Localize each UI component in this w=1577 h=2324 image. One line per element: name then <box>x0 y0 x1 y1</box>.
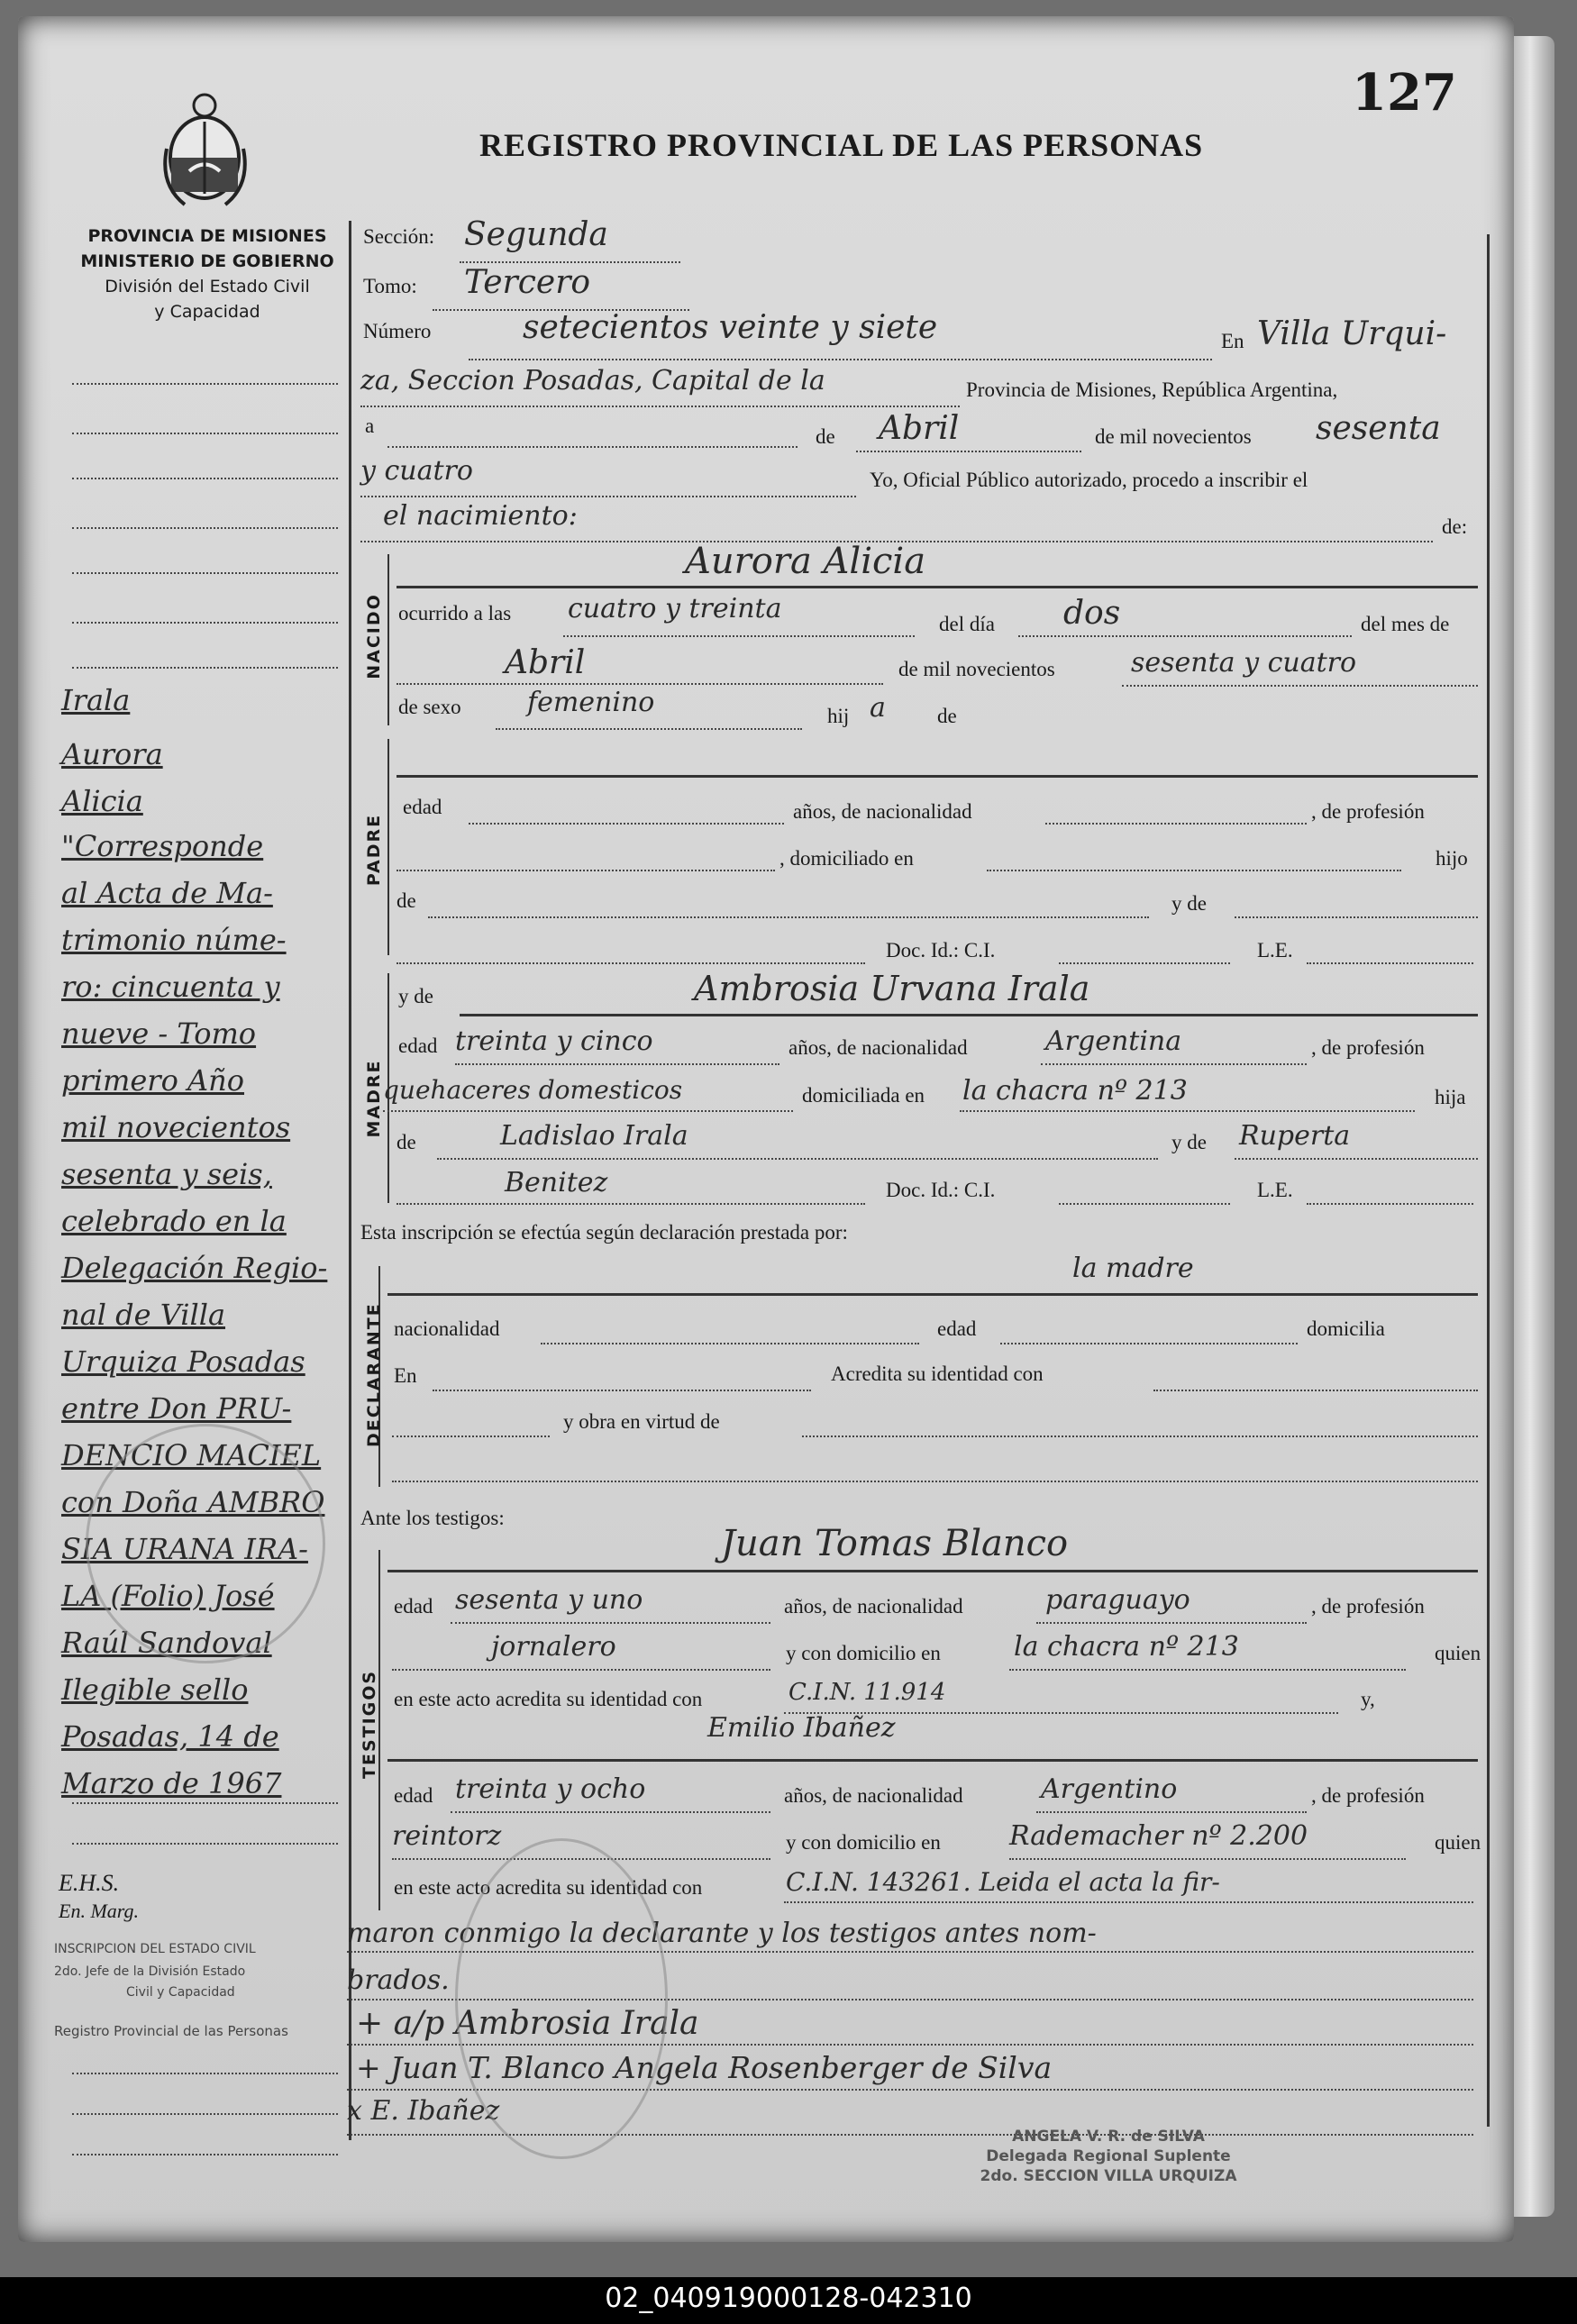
testigo2-edad-value: treinta y ocho <box>455 1773 646 1805</box>
section-label-madre: MADRE <box>364 1059 384 1138</box>
margin-note-line: ro: cincuenta y <box>61 970 280 1004</box>
nacido-nombre: Aurora Alicia <box>685 541 926 582</box>
lugar-value-1: Villa Urqui- <box>1257 315 1447 352</box>
tomo-label: Tomo: <box>363 275 417 297</box>
madre-nombre: Ambrosia Urvana Irala <box>694 969 1090 1008</box>
testigo1-dom-value: la chacra nº 213 <box>1014 1631 1239 1663</box>
margin-note-line: con Doña AMBRO <box>61 1485 325 1519</box>
declarante-name-rule <box>387 1293 1478 1296</box>
testigo1-doc-value: C.I.N. 11.914 <box>788 1679 946 1706</box>
issuer-block <box>63 223 351 324</box>
padre-name-rule <box>397 775 1478 778</box>
margin-footer-stamp: 2do. Jefe de la División Estado <box>54 1964 246 1979</box>
stamp-line: 2do. SECCION VILLA URQUIZA <box>980 2167 1237 2185</box>
margin-note-line: celebrado en la <box>61 1204 287 1238</box>
margin-note-line: Marzo de 1967 <box>61 1766 282 1800</box>
madre-madre-value-2: Benitez <box>505 1167 608 1198</box>
coat-of-arms-icon <box>162 86 248 212</box>
mes-nac-value: Abril <box>505 644 586 681</box>
issuer-capacity: y Capacidad <box>154 302 260 322</box>
declarante-domicilia-label: domicilia <box>1307 1317 1385 1340</box>
main-column-divider <box>349 221 351 2140</box>
footer-code: 02_040919000128-042310 <box>605 2283 972 2314</box>
section-label-declarante: DECLARANTE <box>364 1302 384 1447</box>
margin-note-line: Irala <box>61 683 131 717</box>
testigo1-acredita-label: en este acto acredita su identidad con <box>394 1688 703 1710</box>
page-edge <box>1514 36 1554 2217</box>
de-mil-label: de mil novecientos <box>1095 425 1252 448</box>
de-label: de <box>816 425 835 448</box>
nacido-name-rule <box>397 586 1478 588</box>
ante-testigos-label: Ante los testigos: <box>360 1507 505 1529</box>
testigo2-anios-label: años, de nacionalidad <box>784 1784 963 1807</box>
official-stamp-block <box>973 2127 1244 2186</box>
margin-footer-stamp: Registro Provincial de las Personas <box>54 2023 288 2039</box>
tipo-value: el nacimiento: <box>383 500 578 532</box>
padre-y-de-label: y de <box>1171 892 1207 915</box>
yo-oficial-label: Yo, Oficial Público autorizado, procedo a inscribir el <box>870 469 1308 491</box>
margin-note-line: "Corresponde <box>61 829 264 863</box>
right-border <box>1487 234 1490 2127</box>
padre-domicilio-label: , domiciliado en <box>779 847 914 870</box>
testigo1-y-label: y, <box>1361 1688 1375 1710</box>
numero-value: setecientos veinte y siete <box>523 309 938 346</box>
madre-nacionalidad-value: Argentina <box>1045 1025 1182 1057</box>
margin-note-line: Posadas, 14 de <box>61 1719 279 1754</box>
madre-madre-value-1: Ruperta <box>1239 1120 1351 1152</box>
padre-le-label: L.E. <box>1257 939 1293 961</box>
nacido-bracket <box>387 554 389 725</box>
declarante-obra-label: y obra en virtud de <box>563 1410 720 1433</box>
stamp-line: Delegada Regional Suplente <box>986 2147 1231 2165</box>
testigo2-edad-label: edad <box>394 1784 433 1807</box>
official-seal-stamp <box>455 1838 668 2159</box>
testigo1-quien-label: quien <box>1435 1642 1481 1664</box>
madre-y-de-label-2: y de <box>1171 1131 1207 1153</box>
madre-name-rule <box>460 1014 1478 1016</box>
testigo1-prof-value: jornalero <box>491 1631 616 1663</box>
margin-note-line: Aurora <box>61 737 163 771</box>
madre-de-label: de <box>397 1131 416 1153</box>
margin-note-line: LA (Folio) José <box>61 1579 275 1613</box>
issuer-division: División del Estado Civil <box>105 277 310 296</box>
provincia-label: Provincia de Misiones, República Argentina, <box>966 378 1338 401</box>
hij-label: hij <box>827 705 850 727</box>
margin-note-line: Alicia <box>61 784 143 818</box>
madre-padre-value: Ladislao Irala <box>500 1120 688 1152</box>
testigo1-domicilio-label: y con domicilio en <box>786 1642 941 1664</box>
madre-le-label: L.E. <box>1257 1179 1293 1201</box>
padre-edad-label: edad <box>403 796 442 818</box>
anio-value-1: sesenta <box>1316 410 1441 447</box>
testigo2-dom-value: Rademacher nº 2.200 <box>1009 1820 1308 1852</box>
del-mes-label: del mes de <box>1361 613 1450 635</box>
margin-note-line: mil novecientos <box>61 1110 291 1144</box>
margin-note-line: nueve - Tomo <box>61 1016 257 1051</box>
sexo-value: femenino <box>527 687 655 718</box>
madre-domiciliada-label: domiciliada en <box>802 1084 925 1107</box>
margin-note-line: Delegación Regio- <box>61 1251 328 1285</box>
declarante-edad-label: edad <box>937 1317 977 1340</box>
closing-line-2: brados. <box>347 1964 450 1996</box>
page-number: 127 <box>1352 63 1457 123</box>
signature-mother: + a/p Ambrosia Irala <box>356 2005 699 2042</box>
testigo1-profesion-label: , de profesión <box>1311 1595 1425 1618</box>
margin-note-line: DENCIO MACIEL <box>61 1438 322 1472</box>
hij-value: a <box>870 692 886 724</box>
margin-note-line: Ilegible sello <box>61 1672 249 1707</box>
del-dia-label: del día <box>939 613 995 635</box>
declarante-en-label: En <box>394 1364 417 1387</box>
margin-note-line: al Acta de Ma- <box>61 876 273 910</box>
margin-seal-stamp <box>86 1424 325 1663</box>
madre-y-de-label: y de <box>398 985 433 1007</box>
testigo2-name-rule <box>387 1759 1478 1762</box>
signature-witness-official: + Juan T. Blanco Angela Rosenberger de Silva <box>356 2050 1053 2085</box>
de-colon-label: de: <box>1442 515 1468 538</box>
margin-note-line: Raúl Sandoval <box>61 1626 272 1660</box>
madre-edad-label: edad <box>398 1034 438 1057</box>
padre-anios-label: años, de nacionalidad <box>793 800 972 823</box>
padre-bracket <box>387 739 389 955</box>
testigo2-profesion-label: , de profesión <box>1311 1784 1425 1807</box>
testigo2-quien-label: quien <box>1435 1831 1481 1854</box>
madre-profesion-value: quehaceres domesticos <box>383 1075 683 1105</box>
testigo2-nombre: Emilio Ibañez <box>707 1712 896 1744</box>
anio-nac-value: sesenta y cuatro <box>1131 647 1357 679</box>
testigo2-domicilio-label: y con domicilio en <box>786 1831 941 1854</box>
margin-footer-marg: En. Marg. <box>59 1900 140 1922</box>
declarante-value: la madre <box>1072 1253 1194 1284</box>
testigo1-anios-label: años, de nacionalidad <box>784 1595 963 1618</box>
issuer-province: PROVINCIA DE MISIONES <box>87 226 327 246</box>
a-label: a <box>365 415 375 437</box>
section-label-nacido: NACIDO <box>364 593 384 679</box>
numero-label: Número <box>363 320 432 342</box>
madre-anios-label: años, de nacionalidad <box>788 1036 968 1059</box>
inscripcion-label: Esta inscripción se efectúa según declaración prestada por: <box>360 1221 848 1244</box>
seccion-value: Segunda <box>464 216 608 253</box>
closing-line-1: maron conmigo la declarante y los testigos antes nom- <box>347 1918 1097 1949</box>
anio-value-2: y cuatro <box>360 455 473 487</box>
testigo2-prof-value: reintorz <box>392 1820 502 1852</box>
stamp-line: ANGELA V. R. de SILVA <box>1012 2128 1205 2146</box>
en-label: En <box>1221 330 1244 352</box>
issuer-ministry: MINISTERIO DE GOBIERNO <box>80 251 334 271</box>
lugar-value-2: za, Seccion Posadas, Capital de la <box>360 365 825 396</box>
de-mil-nov-label: de mil novecientos <box>898 658 1055 680</box>
ocurrido-label: ocurrido a las <box>398 602 512 624</box>
declarante-acredita-label: Acredita su identidad con <box>831 1363 1044 1385</box>
padre-profesion-label: , de profesión <box>1311 800 1425 823</box>
declarante-nac-label: nacionalidad <box>394 1317 500 1340</box>
tomo-value: Tercero <box>464 264 591 301</box>
margin-note-line: entre Don PRU- <box>61 1391 292 1426</box>
section-label-testigos: TESTIGOS <box>360 1669 379 1779</box>
madre-edad-value: treinta y cinco <box>455 1025 653 1057</box>
padre-de-label: de <box>397 889 416 912</box>
margin-note-line: Urquiza Posadas <box>61 1344 305 1379</box>
testigo1-edad-value: sesenta y uno <box>455 1584 643 1616</box>
margin-note-line: trimonio núme- <box>61 923 287 957</box>
seccion-label: Sección: <box>363 225 435 248</box>
testigo2-acredita-label: en este acto acredita su identidad con <box>394 1876 703 1899</box>
testigo1-nac-value: paraguayo <box>1045 1584 1190 1616</box>
margin-note-line: sesenta y seis, <box>61 1157 272 1191</box>
padre-hijo-label: hijo <box>1436 847 1468 870</box>
padre-doc-label: Doc. Id.: C.I. <box>886 939 996 961</box>
mes-value: Abril <box>879 410 960 447</box>
margin-note-line: primero Año <box>61 1063 245 1098</box>
testigo1-name-rule <box>387 1570 1478 1572</box>
margin-footer-initials: E.H.S. <box>59 1870 120 1896</box>
margin-note-line: SIA URANA IRA- <box>61 1532 308 1566</box>
testigo1-edad-label: edad <box>394 1595 433 1618</box>
testigo1-nombre: Juan Tomas Blanco <box>721 1523 1069 1564</box>
testigo2-nac-value: Argentino <box>1041 1773 1178 1805</box>
signature-witness-2: x E. Ibañez <box>347 2095 500 2127</box>
dia-value: dos <box>1063 595 1121 632</box>
sexo-label: de sexo <box>398 696 461 718</box>
madre-profesion-label: , de profesión <box>1311 1036 1425 1059</box>
madre-doc-label: Doc. Id.: C.I. <box>886 1179 996 1201</box>
section-label-padre: PADRE <box>364 813 384 887</box>
margin-footer-stamp: INSCRIPCION DEL ESTADO CIVIL <box>54 1942 256 1956</box>
document-title: REGISTRO PROVINCIAL DE LAS PERSONAS <box>479 127 1204 163</box>
testigo2-doc-value: C.I.N. 143261. Leida el acta la fir- <box>786 1867 1220 1897</box>
madre-domicilio-value: la chacra nº 213 <box>962 1075 1188 1107</box>
hora-value: cuatro y treinta <box>568 593 782 624</box>
margin-note-line: nal de Villa <box>61 1298 226 1332</box>
margin-footer-stamp: Civil y Capacidad <box>126 1985 235 2000</box>
de-label-2: de <box>937 705 957 727</box>
madre-hija-label: hija <box>1435 1086 1466 1108</box>
